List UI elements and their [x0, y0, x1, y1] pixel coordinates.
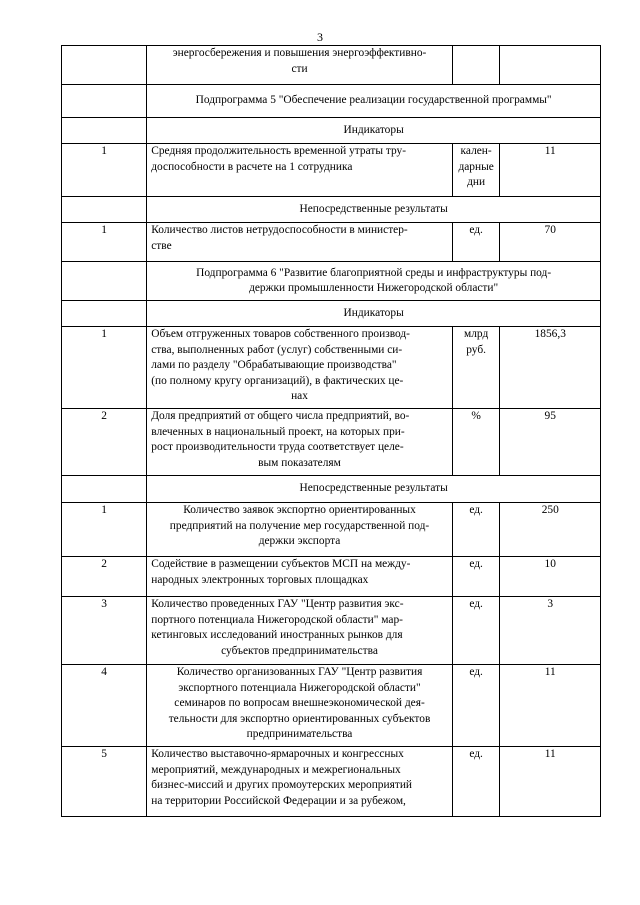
cell-value	[500, 46, 601, 85]
cell-value: 70	[500, 223, 601, 262]
cell-value: 1856,3	[500, 327, 601, 409]
cell-value: 10	[500, 557, 601, 597]
cell-name: Содействие в размещении субъектов МСП на между- народных электронных торговых площадках	[147, 557, 453, 597]
cell-number: 5	[62, 747, 147, 817]
cell-value: 11	[500, 144, 601, 197]
section-results: Непосредственные результаты	[147, 197, 601, 223]
cell-number: 2	[62, 557, 147, 597]
subprogram-6-title: Подпрограмма 6 "Развитие благоприятной среды и инфраструктуры под- держки промышленности Нижегородской области"	[147, 262, 601, 301]
table-row	[62, 46, 601, 85]
cell-value: 11	[500, 747, 601, 817]
cell-unit: ед.	[452, 597, 500, 665]
cell-name: Количество листов нетрудоспособности в министер- стве	[147, 223, 453, 262]
cell-value: 3	[500, 597, 601, 665]
cell-value: 95	[500, 409, 601, 476]
cell-value: 11	[500, 665, 601, 747]
cell-unit: ед.	[452, 223, 500, 262]
table-row	[62, 747, 601, 817]
cell-number: 3	[62, 597, 147, 665]
table-row	[62, 409, 601, 476]
cell-number: 2	[62, 409, 147, 476]
cell-number	[62, 46, 147, 85]
cell-number	[62, 262, 147, 301]
cell-name: энергосбережения и повышения энергоэффективно- сти	[147, 46, 453, 85]
cell-unit: %	[452, 409, 500, 476]
cell-number: 1	[62, 327, 147, 409]
table-row	[62, 223, 601, 262]
subprogram-row	[62, 262, 601, 301]
cell-number	[62, 301, 147, 327]
section-row	[62, 118, 601, 144]
cell-name: Количество выставочно-ярмарочных и конгрессных мероприятий, международных и межрегиональных бизнес-миссий и других промоутерских мероприятий на территории Российской Федерации и за рубежом,	[147, 747, 453, 817]
cell-name: Количество проведенных ГАУ "Центр развития экс- портного потенциала Нижегородской области" мар- кетинговых исследований иностранных рынков для субъектов предпринимательства	[147, 597, 453, 665]
cell-number	[62, 476, 147, 503]
cell-name: Объем отгруженных товаров собственного производ- ства, выполненных работ (услуг) собственными си- лами по разделу "Обрабатывающие производства" (по полному кругу организаций), в фактических це- нах	[147, 327, 453, 409]
cell-unit: ед.	[452, 665, 500, 747]
cell-number: 1	[62, 223, 147, 262]
indicators-table	[61, 45, 601, 817]
cell-number	[62, 85, 147, 118]
cell-unit: ед.	[452, 747, 500, 817]
table-row	[62, 557, 601, 597]
table-row	[62, 665, 601, 747]
cell-number	[62, 118, 147, 144]
cell-name: Количество заявок экспортно ориентированных предприятий на получение мер государственной под- держки экспорта	[147, 503, 453, 557]
section-results: Непосредственные результаты	[147, 476, 601, 503]
section-indicators: Индикаторы	[147, 118, 601, 144]
table-row	[62, 327, 601, 409]
cell-number: 1	[62, 503, 147, 557]
cell-number	[62, 197, 147, 223]
section-indicators: Индикаторы	[147, 301, 601, 327]
cell-unit: млрд руб.	[452, 327, 500, 409]
table-row	[62, 597, 601, 665]
subprogram-row	[62, 85, 601, 118]
cell-number: 4	[62, 665, 147, 747]
cell-number: 1	[62, 144, 147, 197]
section-row	[62, 301, 601, 327]
table-row	[62, 503, 601, 557]
cell-name: Количество организованных ГАУ "Центр развития экспортного потенциала Нижегородской области" семинаров по вопросам внешнеэкономической дея- тельности для экспортно ориентированных субъектов предпринимательства	[147, 665, 453, 747]
page-number: 3	[317, 30, 323, 44]
cell-value: 250	[500, 503, 601, 557]
section-row	[62, 476, 601, 503]
cell-name: Средняя продолжительность временной утраты тру- доспособности в расчете на 1 сотрудника	[147, 144, 453, 197]
cell-name: Доля предприятий от общего числа предприятий, во- влеченных в национальный проект, на которых при- рост производительности труда соответствует целе- вым показателям	[147, 409, 453, 476]
cell-unit: ед.	[452, 503, 500, 557]
section-row	[62, 197, 601, 223]
cell-unit: ед.	[452, 557, 500, 597]
cell-unit: кален- дарные дни	[452, 144, 500, 197]
subprogram-5-title: Подпрограмма 5 "Обеспечение реализации государственной программы"	[147, 85, 601, 118]
cell-unit	[452, 46, 500, 85]
table-row	[62, 144, 601, 197]
